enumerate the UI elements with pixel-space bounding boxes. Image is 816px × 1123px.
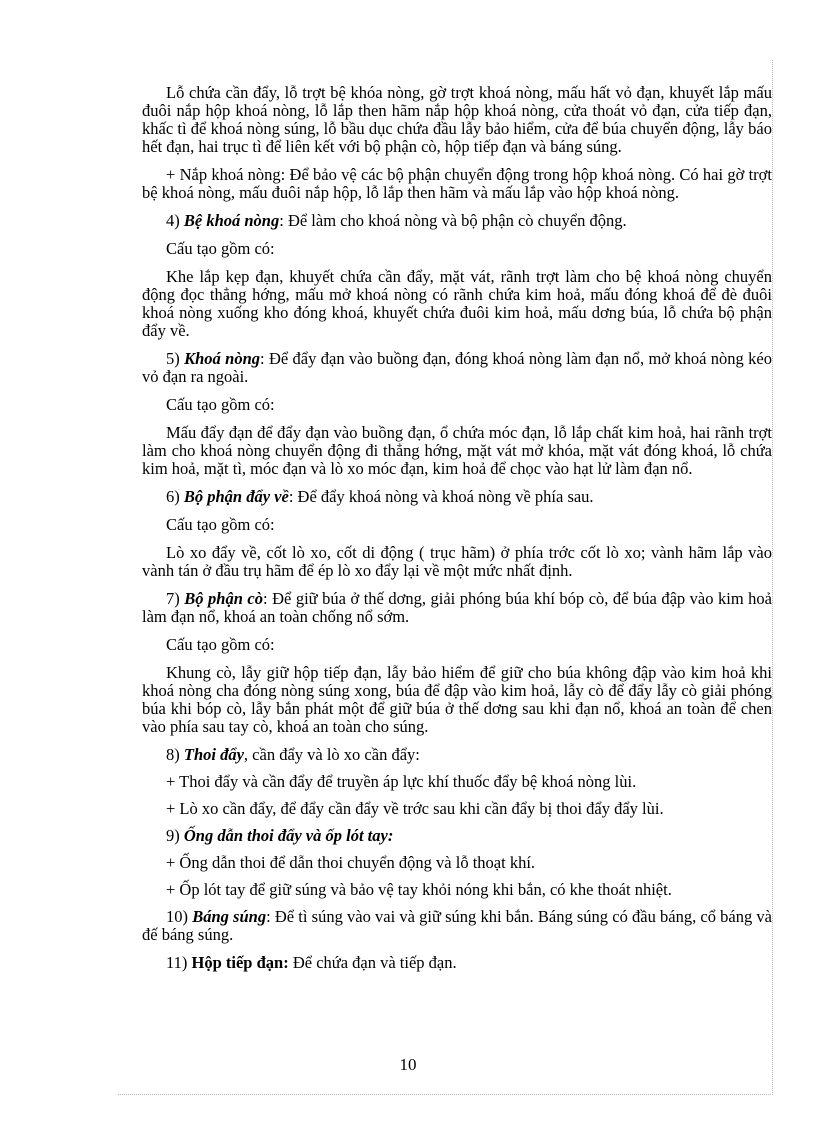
heading-bang-sung: 10) Báng súng: Để tì súng vào vai và giữ súng khi bắn. Báng súng có đầu báng, cổ báng và đế báng súng. xyxy=(142,907,772,944)
page-content xyxy=(142,84,772,982)
term-ong-dan: Ống dẫn thoi đẩy và ốp lót tay: xyxy=(183,826,394,845)
heading-ong-dan: 9) Ống dẫn thoi đẩy và ốp lót tay: xyxy=(166,826,394,845)
paragraph-ong-dan: + Ống dẫn thoi để dẫn thoi chuyển động và lỗ thoạt khí. xyxy=(166,853,536,872)
heading-khoa-nong: 5) Khoá nòng: Để đẩy đạn vào buồng đạn, đóng khoá nòng làm đạn nổ, mở khoá nòng kéo vỏ đạn ra ngoài. xyxy=(142,349,772,386)
term-bang-sung: Báng súng xyxy=(192,907,267,926)
paragraph-cau-tao-3: Cấu tạo gồm có: xyxy=(166,515,275,534)
term-bo-phan-day-ve: Bộ phận đẩy về xyxy=(183,487,289,506)
paragraph-thoi-day-1: + Thoi đẩy và cần đẩy để truyền áp lực khí thuốc đẩy bệ khoá nòng lùi. xyxy=(166,772,637,791)
heading-hop-tiep-dan: 11) Hộp tiếp đạn: Để chứa đạn và tiếp đạn. xyxy=(166,953,457,972)
term-bo-phan-co: Bộ phận cò xyxy=(184,589,263,608)
paragraph-nap-khoa-nong: + Nắp khoá nòng: Để bảo vệ các bộ phận chuyển động trong hộp khoá nòng. Có hai gờ trợt bệ khoá nòng, mấu đuôi nắp hộp, lỗ lắp then hãm và mấu lắp vào hộp khoá nòng. xyxy=(142,165,772,202)
heading-thoi-day: 8) Thoi đẩy, cần đẩy và lò xo cần đẩy: xyxy=(166,745,420,764)
paragraph-op-lot-tay: + Ốp lót tay để giữ súng và bảo vệ tay khỏi nóng khi bắn, có khe thoát nhiệt. xyxy=(166,880,672,899)
paragraph-bo-phan-co-parts: Khung cò, lẫy giữ hộp tiếp đạn, lẫy bảo hiểm để giữ cho búa không đập vào kim hoả khi khoá nòng cha đóng nòng súng xong, búa để đập vào kim hoả, lẫy cò để đẩy lẫy cò giải phóng búa khi bóp cò, lẫy bắn phát một để giữ búa ở thế dơng sau khi đạn nổ, khoá an toàn để chen vào phía sau tay cò, khoá an toàn cho súng. xyxy=(142,663,772,736)
paragraph-cau-tao-2: Cấu tạo gồm có: xyxy=(166,395,275,414)
heading-bo-phan-co: 7) Bộ phận cò: Để giữ búa ở thế dơng, giải phóng búa khí bóp cò, để búa đập vào kim hoả làm đạn nổ, khoá an toàn chống nổ sớm. xyxy=(142,589,773,626)
page-number: 10 xyxy=(399,1055,417,1074)
term-hop-tiep-dan: Hộp tiếp đạn: xyxy=(191,953,289,972)
term-be-khoa-nong: Bệ khoá nòng xyxy=(183,211,280,230)
paragraph-hop-khoa-nong-parts: Lỗ chứa cần đẩy, lỗ trợt bệ khóa nòng, gờ trợt khoá nòng, mấu hất vỏ đạn, khuyết lắp mấu đuôi nắp hộp khoá nòng, lỗ lắp then hãm nắp hộp khoá nòng, cửa thoát vỏ đạn, cửa tiếp đạn, khấc tì để khoá nòng súng, lỗ bầu dục chứa đầu lẫy bảo hiểm, cửa để búa chuyển động, lẫy báo hết đạn, hai trục tì để liên kết với bộ phận cò, hộp tiếp đạn và báng súng. xyxy=(142,83,772,156)
term-thoi-day: Thoi đẩy xyxy=(183,745,244,764)
paragraph-cau-tao-4: Cấu tạo gồm có: xyxy=(166,635,275,654)
paragraph-be-khoa-nong-parts: Khe lắp kẹp đạn, khuyết chứa cần đẩy, mặt vát, rãnh trợt làm cho bệ khoá nòng chuyển động đọc thẳng hớng, mấu mở khoá nòng có rãnh chứa kim hoả, mấu đóng khoá để đè đuôi khoá nòng xuống kho đóng khoá, khuyết chứa đuôi kim hoả, mấu dơng búa, lỗ chứa bộ phận đẩy về. xyxy=(142,267,772,340)
heading-be-khoa-nong: 4) Bệ khoá nòng: Để làm cho khoá nòng và bộ phận cò chuyển động. xyxy=(166,211,627,230)
heading-bo-phan-day-ve: 6) Bộ phận đẩy về: Để đẩy khoá nòng và khoá nòng về phía sau. xyxy=(166,487,594,506)
paragraph-cau-tao-1: Cấu tạo gồm có: xyxy=(166,239,275,258)
paragraph-day-ve-parts: Lò xo đẩy về, cốt lò xo, cốt di động ( trục hãm) ở phía trớc cốt lò xo; vành hãm lắp vào vành tán ở đầu trụ hãm để ép lò xo đẩy lại về một mức nhất định. xyxy=(142,543,772,580)
paragraph-khoa-nong-parts: Mấu đẩy đạn để đẩy đạn vào buồng đạn, ổ chứa móc đạn, lỗ lắp chất kim hoả, hai rãnh trợt làm cho khoá nòng chuyển động đi thẳng hớng, mặt vát mở khóa, mặt vát đóng khoá, lỗ chứa kim hoả, mặt tì, móc đạn và lò xo móc đạn, kim hoả để chọc vào hạt lử làm đạn nổ. xyxy=(142,423,772,478)
term-khoa-nong: Khoá nòng xyxy=(184,349,261,368)
paragraph-thoi-day-2: + Lò xo cần đẩy, để đẩy cần đẩy về trớc sau khi cần đẩy bị thoi đẩy đẩy lùi. xyxy=(166,799,664,818)
